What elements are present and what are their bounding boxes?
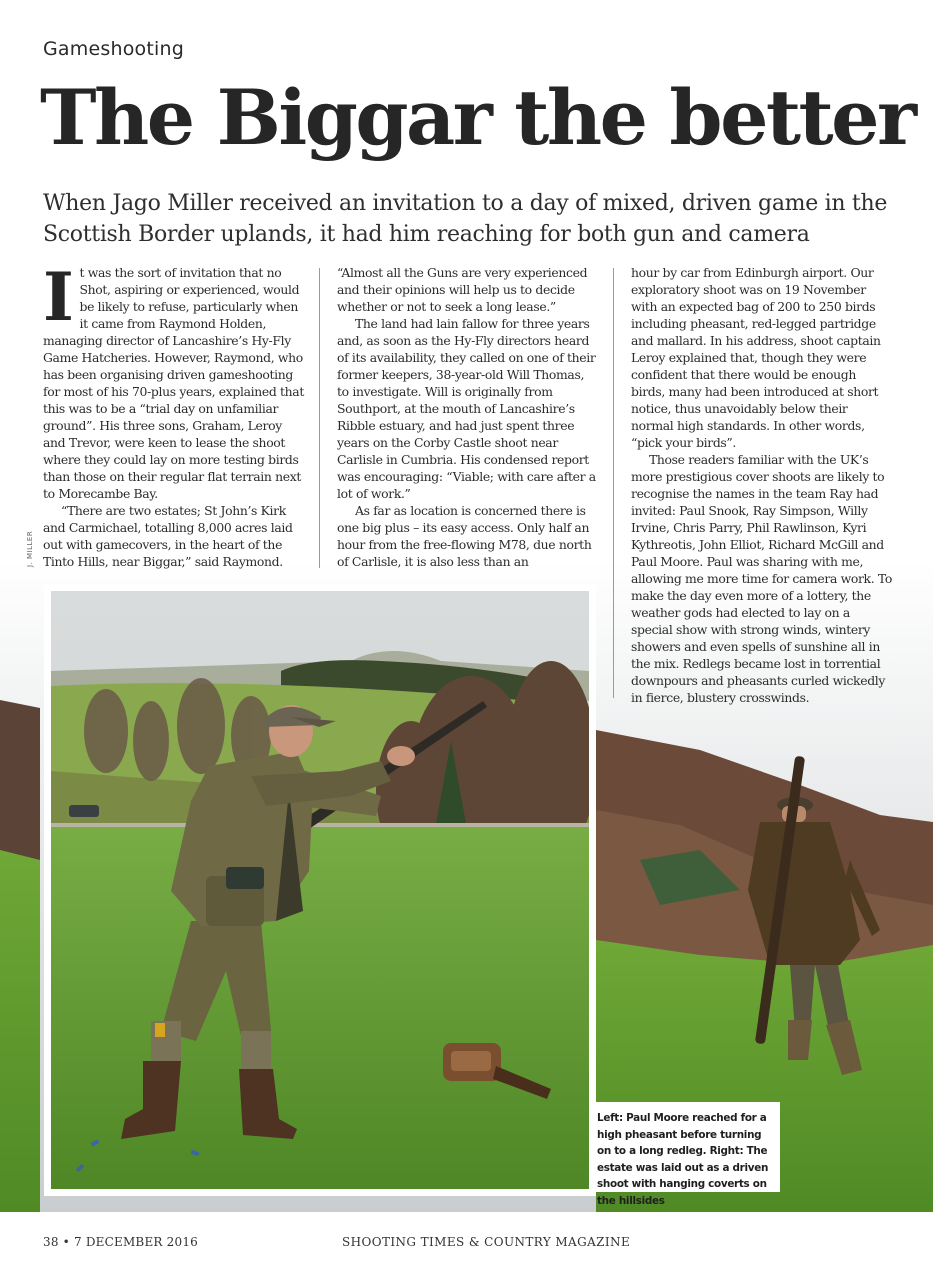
section-label: Gameshooting [43, 38, 184, 60]
column-divider [613, 268, 614, 698]
shooter-photo [51, 591, 589, 1189]
publication-name: SHOOTING TIMES & COUNTRY MAGAZINE [342, 1235, 631, 1249]
paragraph: As far as location is concerned there is one big plus – its easy access. Only half an hour from the free-flowing M78, due north of Carlisle, it is also less than an [337, 503, 592, 569]
paragraph [43, 258, 305, 502]
article-column-2 [337, 264, 599, 570]
photo-credit: J. MILLER [26, 530, 34, 567]
article-column-3 [631, 264, 893, 706]
headline: The Biggar the better [40, 73, 915, 162]
paragraph: The land had lain fallow for three years and, as soon as the Hy-Fly directors heard of its availability, they called on one of their former keepers, 38-year-old Will Thomas, to investigate. Will is originally from Southport, at the mouth of Lancashire’s Ribble estuary, and had just spent three years on the Corby Castle shoot near Carlisle in Cumbria. His condensed report was encouraging: “Viable; with care after a lot of work.” [337, 316, 596, 501]
standfirst: When Jago Miller received an invitation to a day of mixed, driven game in the Scottish Border uplands, it had him reaching for both gun and camera [43, 191, 888, 247]
paragraph: hour by car from Edinburgh airport. Our exploratory shoot was on 19 November with an expected bag of 200 to 250 birds including pheasant, red-legged partridge and mallard. In his address, shoot captain Leroy explained that, though they were confident that there would be enough birds, many had been introduced at short notice, thus unavoidably below their normal high standards. In other words, “pick your birds”. [631, 265, 881, 450]
paragraph-text: t was the sort of invitation that no Shot, aspiring or experienced, would be likely to refuse, particularly when it came from Raymond Holden, managing director of Lancashire’s Hy-Fly Game Hatcheries. However, Raymond, who has been organising driven gameshooting for most of his 70-plus years, explained that this was to be a “trial day on unfamiliar ground”. His three sons, Graham, Leroy and Trevor, were keen to lease the shoot where they could lay on more testing birds than those on their regular flat terrain next to Morecambe Bay. [43, 265, 304, 501]
paragraph: “Almost all the Guns are very experienced and their opinions will help us to decide whether or not to seek a long lease.” [337, 265, 588, 314]
paragraph: “There are two estates; St John’s Kirk and Carmichael, totalling 8,000 acres laid out with gamecovers, in the heart of the Tinto Hills, near Biggar,” said Raymond. [43, 503, 293, 569]
photo-caption: Left: Paul Moore reached for a high pheasant before turning on to a long redleg. Right: The estate was laid out as a driven shoot with hanging coverts on the hillsides [590, 1102, 780, 1192]
paragraph: Those readers familiar with the UK’s more prestigious cover shoots are likely to recognise the names in the team Ray had invited: Paul Snook, Ray Simpson, Willy Irvine, Chris Parry, Phil Rawlinson, Kyri Kythreotis, John Elliot, Richard McGill and Paul Moore. Paul was sharing with me, allowing me more time for camera work. To make the day even more of a lottery, the weather gods had elected to lay on a special show with strong winds, wintery showers and even spells of sunshine all in the mix. Redlegs became lost in torrential downpours and pheasants curled wickedly in fierce, blustery crosswinds. [631, 452, 892, 705]
inset-photo-frame [44, 584, 596, 1196]
drop-cap: I [43, 258, 74, 336]
article-column-1 [43, 258, 305, 570]
page-folio: 38 • 7 DECEMBER 2016 [43, 1235, 199, 1249]
column-divider [319, 268, 320, 568]
